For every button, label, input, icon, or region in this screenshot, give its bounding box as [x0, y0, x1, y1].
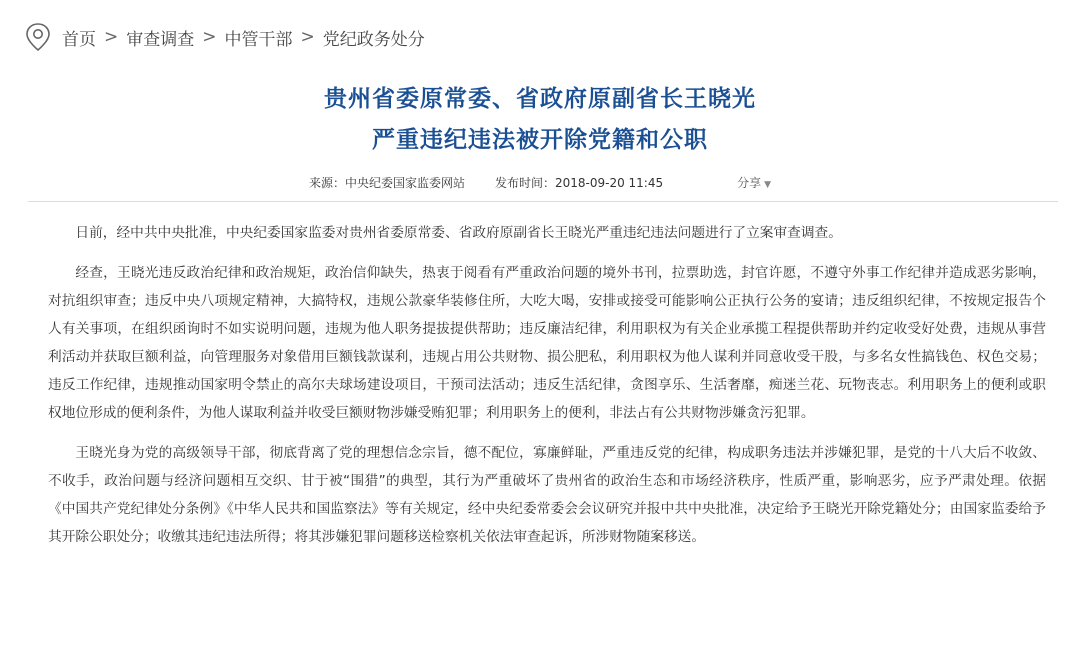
divider: [28, 201, 1058, 202]
breadcrumb-separator: >: [300, 27, 315, 47]
article-title-line-2: 严重违纪违法被开除党籍和公职: [372, 127, 708, 153]
breadcrumb: [24, 22, 425, 52]
breadcrumb-home-link[interactable]: 首页: [62, 29, 96, 50]
article-title-line-1: 贵州省委原常委、省政府原副省长王晓光: [324, 86, 756, 112]
article-source: 来源：中央纪委国家监委网站: [308, 176, 465, 190]
share-button[interactable]: [737, 174, 771, 191]
location-pin-icon: [24, 22, 52, 52]
article-paragraph: 经查，王晓光违反政治纪律和政治规矩，政治信仰缺失，热衷于阅看有严重政治问题的境外书刊，拉票助选，封官许愿，不遵守外事工作纪律并造成恶劣影响，对抗组织审查；违反中央八项规定精神，大搞特权，违规公款豪华装修住所，大吃大喝，安排或接受可能影响公正执行公务的宴请；违反组织纪律，不按规定报告个人有关事项，在组织函询时不如实说明问题，违规为他人职务提拔提供帮助；违反廉洁纪律，利用职权为有关企业承揽工程提供帮助并约定收受好处费，违规从事营利活动并获取巨额利益，向管理服务对象借用巨额钱款谋利，违规占用公共财物、损公肥私，利用职权为他人谋利并同意收受干股，与多名女性搞钱色、权色交易；违反工作纪律，违规推动国家明令禁止的高尔夫球场建设项目，干预司法活动；违反生活纪律，贪图享乐、生活奢靡，痴迷兰花、玩物丧志。利用职务上的便利或职权地位形成的便利条件，为他人谋取利益并收受巨额财物涉嫌受贿犯罪；利用职务上的便利，非法占有公共财物涉嫌贪污犯罪。: [48, 265, 1046, 421]
breadcrumb-central-cadres-link[interactable]: 中管干部: [224, 29, 293, 50]
breadcrumb-review-link[interactable]: 审查调查: [126, 29, 195, 50]
article-publish-time: 发布时间：2018-09-20 11:45: [494, 176, 664, 190]
article-paragraph: 日前，经中共中央批准，中央纪委国家监委对贵州省委原常委、省政府原副省长王晓光严重违纪违法问题进行了立案审查调查。: [75, 225, 842, 241]
article-body: [48, 219, 1046, 563]
breadcrumb-separator: >: [202, 27, 217, 47]
breadcrumb-separator: >: [104, 27, 119, 47]
article-meta: [0, 174, 1080, 191]
caret-down-icon: ▼: [764, 180, 772, 190]
share-label: 分享: [737, 176, 762, 190]
breadcrumb-discipline-link[interactable]: 党纪政务处分: [322, 29, 425, 50]
article-paragraph: 王晓光身为党的高级领导干部，彻底背离了党的理想信念宗旨，德不配位，寡廉鲜耻，严重违反党的纪律，构成职务违法并涉嫌犯罪，是党的十八大后不收敛、不收手，政治问题与经济问题相互交织、甘于被“围猎”的典型，其行为严重破坏了贵州省的政治生态和市场经济秩序，性质严重，影响恶劣，应予严肃处理。依据《中国共产党纪律处分条例》《中华人民共和国监察法》等有关规定，经中央纪委常委会会议研究并报中共中央批准，决定给予王晓光开除党籍处分；由国家监委给予其开除公职处分；收缴其违纪违法所得；将其涉嫌犯罪问题移送检察机关依法审查起诉，所涉财物随案移送。: [48, 445, 1046, 545]
